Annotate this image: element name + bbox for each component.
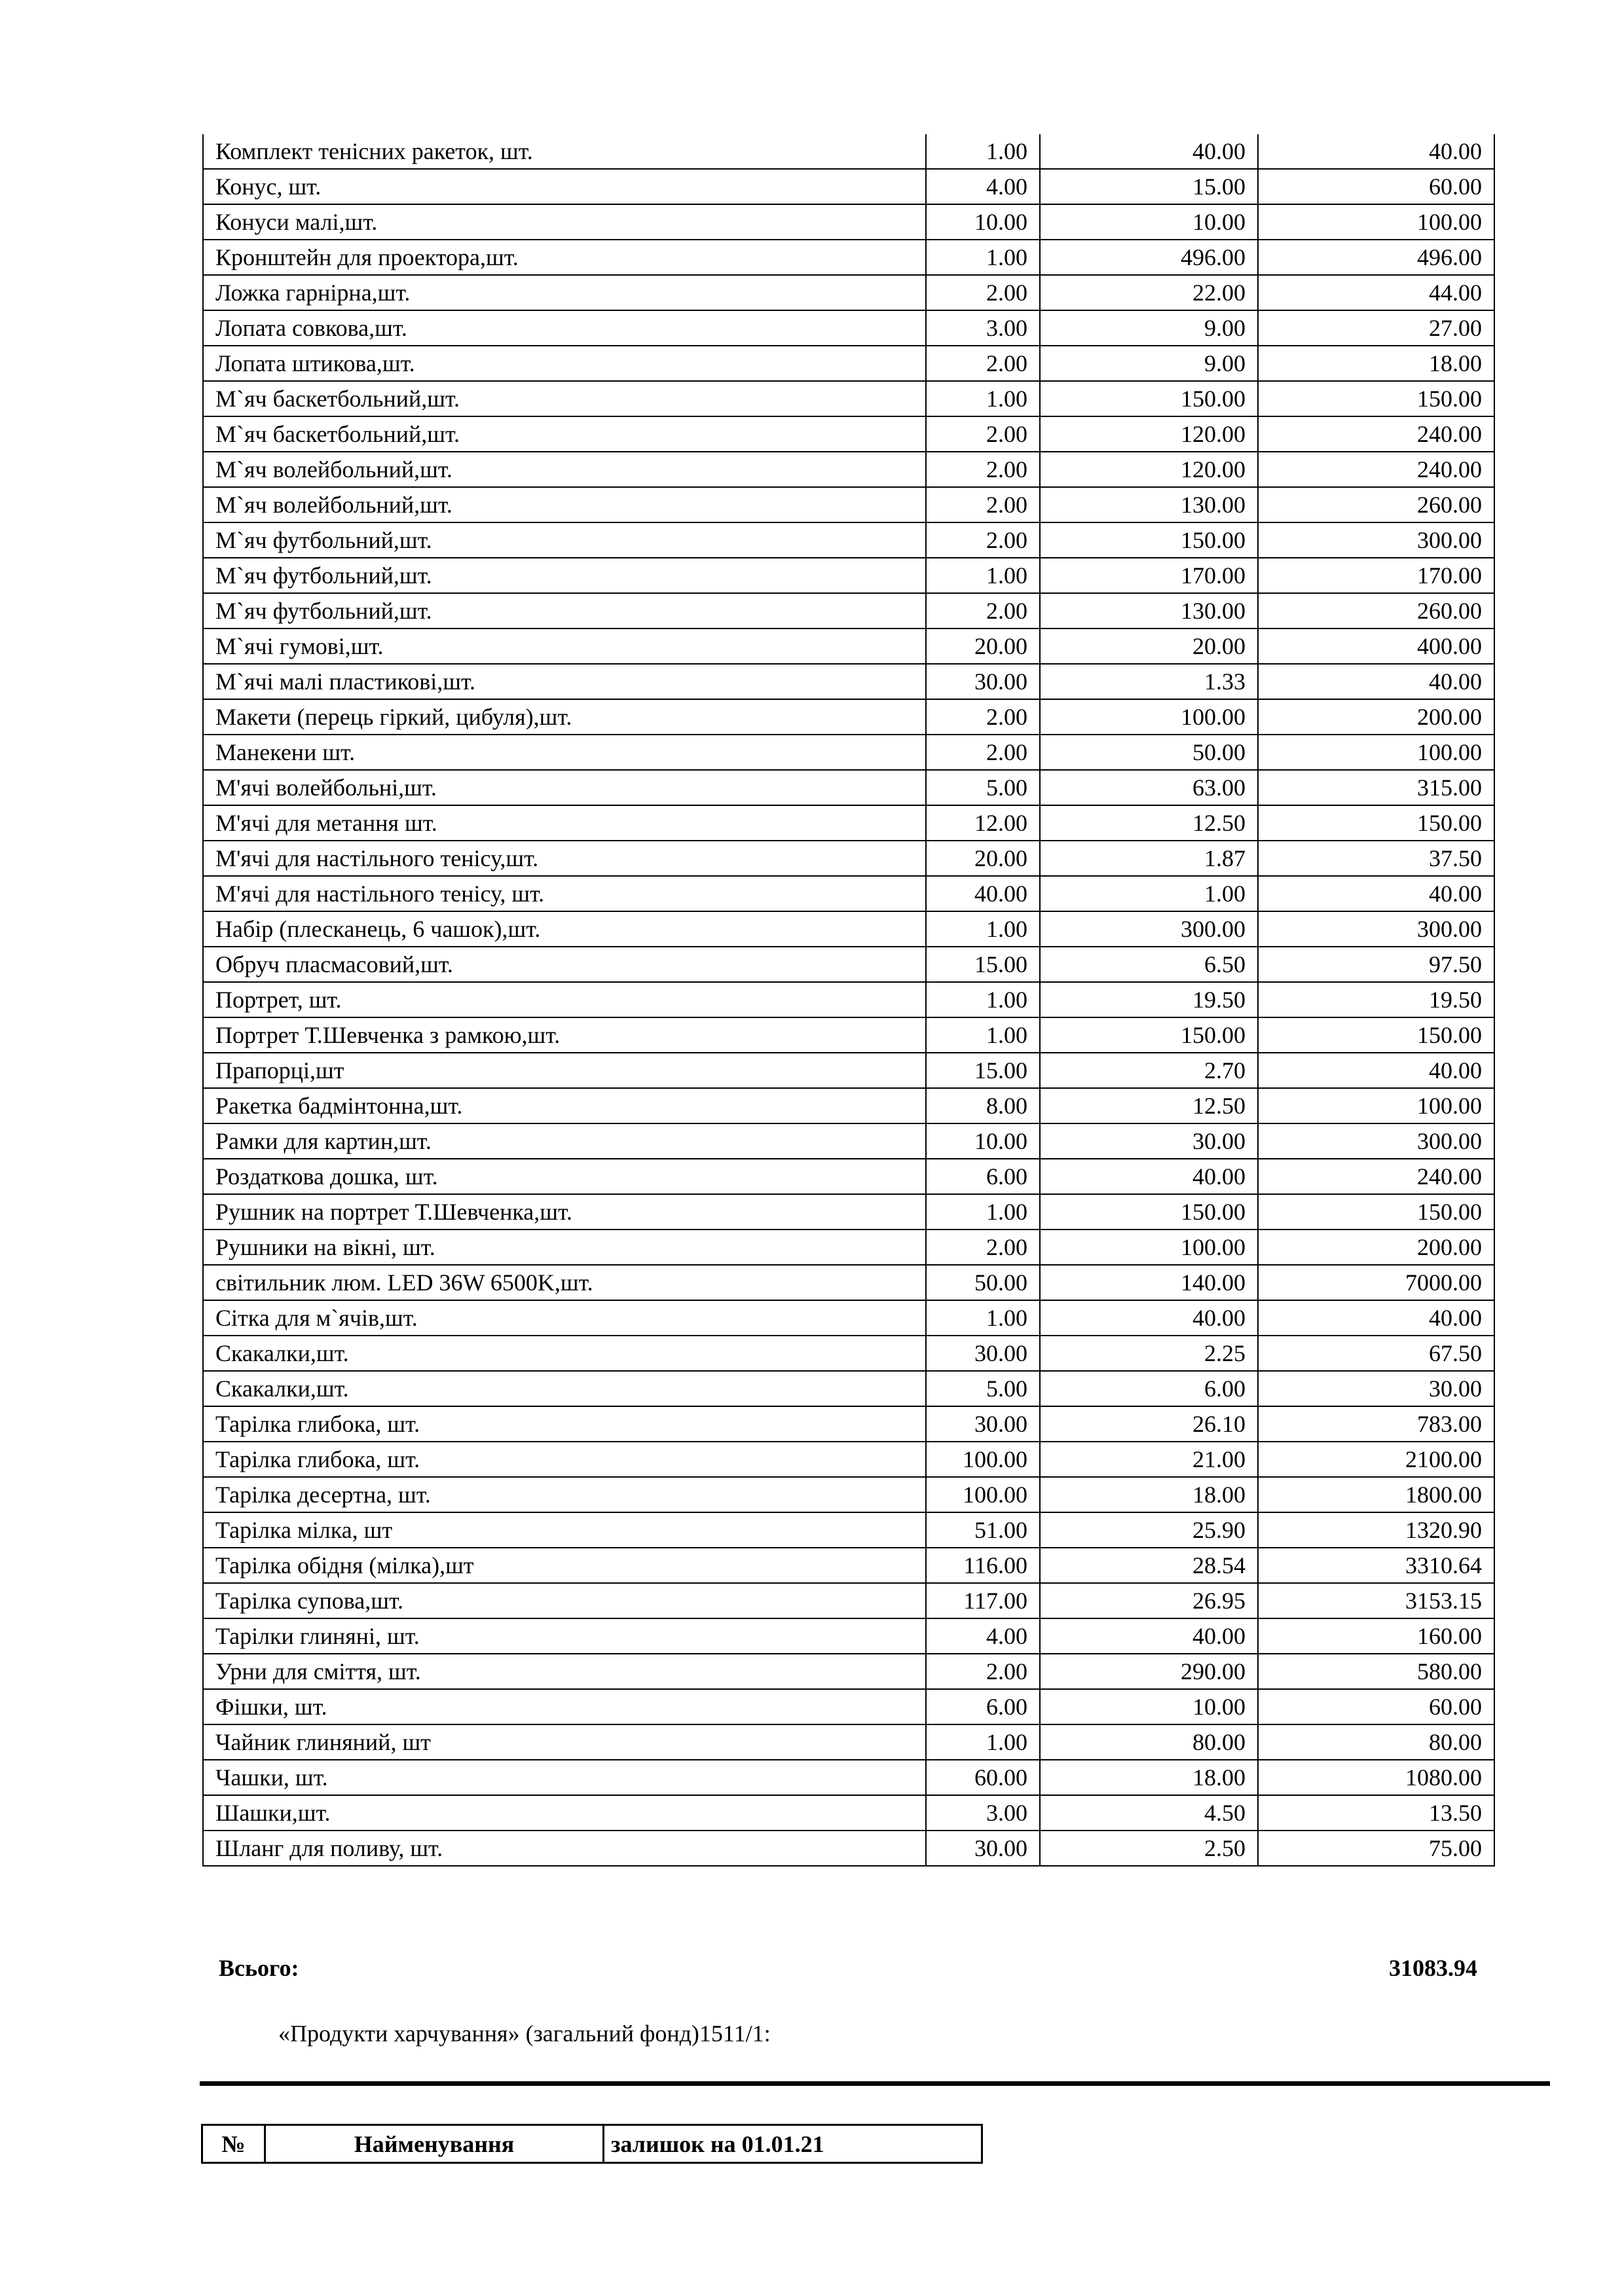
table-row [203,134,1494,169]
item-name: М`ячі гумові,шт. [203,629,926,664]
table-row [203,841,1494,876]
amount: 240.00 [1258,452,1494,487]
item-name: Шашки,шт. [203,1795,926,1831]
quantity: 1.00 [926,1300,1040,1336]
table-row [203,947,1494,982]
table-row [203,1336,1494,1371]
table-row [203,593,1494,629]
quantity: 20.00 [926,629,1040,664]
price: 496.00 [1040,240,1258,275]
item-name: Набір (плесканець, 6 чашок),шт. [203,911,926,947]
section-title: «Продукти харчування» (загальний фонд)1511/1: [278,2020,771,2047]
quantity: 2.00 [926,1230,1040,1265]
table-row [203,1123,1494,1159]
table-row [203,735,1494,770]
item-name: Ложка гарнірна,шт. [203,275,926,310]
price: 130.00 [1040,593,1258,629]
price: 10.00 [1040,204,1258,240]
price: 150.00 [1040,381,1258,416]
amount: 1080.00 [1258,1760,1494,1795]
amount: 60.00 [1258,169,1494,204]
item-name: Портрет Т.Шевченка з рамкою,шт. [203,1017,926,1053]
quantity: 1.00 [926,982,1040,1017]
item-name: світильник люм. LED 36W 6500K,шт. [203,1265,926,1300]
table-row [203,1442,1494,1477]
table-row [203,1831,1494,1866]
item-name: М`яч баскетбольний,шт. [203,416,926,452]
amount: 3310.64 [1258,1548,1494,1583]
price: 40.00 [1040,1618,1258,1654]
quantity: 30.00 [926,1406,1040,1442]
quantity: 8.00 [926,1088,1040,1123]
amount: 300.00 [1258,522,1494,558]
item-name: Манекени шт. [203,735,926,770]
item-name: Конус, шт. [203,169,926,204]
quantity: 2.00 [926,452,1040,487]
price: 25.90 [1040,1512,1258,1548]
item-name: М`яч футбольний,шт. [203,558,926,593]
table-row [203,1230,1494,1265]
quantity: 2.00 [926,487,1040,522]
amount: 783.00 [1258,1406,1494,1442]
item-name: Тарілка супова,шт. [203,1583,926,1618]
item-name: Урни для сміття, шт. [203,1654,926,1689]
table-row [203,770,1494,805]
table-row [203,664,1494,699]
amount: 150.00 [1258,805,1494,841]
amount: 300.00 [1258,911,1494,947]
table-row [203,1654,1494,1689]
price: 26.10 [1040,1406,1258,1442]
table-row [203,240,1494,275]
quantity: 6.00 [926,1689,1040,1724]
amount: 400.00 [1258,629,1494,664]
quantity: 30.00 [926,1336,1040,1371]
food-table-header [201,2124,983,2164]
total-label: Всього: [219,1955,299,1981]
price: 6.50 [1040,947,1258,982]
amount: 100.00 [1258,1088,1494,1123]
quantity: 3.00 [926,310,1040,346]
price: 50.00 [1040,735,1258,770]
quantity: 1.00 [926,911,1040,947]
amount: 40.00 [1258,876,1494,911]
table-row [203,1724,1494,1760]
amount: 200.00 [1258,1230,1494,1265]
price: 10.00 [1040,1689,1258,1724]
quantity: 117.00 [926,1583,1040,1618]
quantity: 2.00 [926,593,1040,629]
amount: 40.00 [1258,1300,1494,1336]
quantity: 5.00 [926,1371,1040,1406]
price: 15.00 [1040,169,1258,204]
item-name: Лопата совкова,шт. [203,310,926,346]
quantity: 2.00 [926,1654,1040,1689]
price: 18.00 [1040,1760,1258,1795]
quantity: 15.00 [926,1053,1040,1088]
table-row [203,1760,1494,1795]
quantity: 50.00 [926,1265,1040,1300]
quantity: 1.00 [926,1017,1040,1053]
item-name: Рамки для картин,шт. [203,1123,926,1159]
amount: 40.00 [1258,664,1494,699]
price: 30.00 [1040,1123,1258,1159]
amount: 170.00 [1258,558,1494,593]
item-name: Чайник глиняний, шт [203,1724,926,1760]
price: 2.50 [1040,1831,1258,1866]
table-row [203,522,1494,558]
price: 150.00 [1040,1017,1258,1053]
item-name: М`яч футбольний,шт. [203,593,926,629]
table-row [203,1618,1494,1654]
price: 28.54 [1040,1548,1258,1583]
price: 22.00 [1040,275,1258,310]
amount: 160.00 [1258,1618,1494,1654]
quantity: 2.00 [926,346,1040,381]
table-row [203,1371,1494,1406]
item-name: Комплект тенісних ракеток, шт. [203,134,926,169]
price: 4.50 [1040,1795,1258,1831]
amount: 30.00 [1258,1371,1494,1406]
table-row [203,1159,1494,1194]
quantity: 30.00 [926,1831,1040,1866]
quantity: 40.00 [926,876,1040,911]
table-row [203,1017,1494,1053]
quantity: 4.00 [926,169,1040,204]
table-row [203,1583,1494,1618]
price: 2.25 [1040,1336,1258,1371]
price: 120.00 [1040,452,1258,487]
inventory-table [202,134,1495,1867]
quantity: 1.00 [926,240,1040,275]
item-name: М'ячі для настільного тенісу,шт. [203,841,926,876]
table-row [203,1795,1494,1831]
quantity: 2.00 [926,275,1040,310]
price: 18.00 [1040,1477,1258,1512]
price: 21.00 [1040,1442,1258,1477]
price: 100.00 [1040,699,1258,735]
quantity: 12.00 [926,805,1040,841]
amount: 240.00 [1258,416,1494,452]
item-name: М'ячі для настільного тенісу, шт. [203,876,926,911]
quantity: 20.00 [926,841,1040,876]
amount: 3153.15 [1258,1583,1494,1618]
quantity: 1.00 [926,558,1040,593]
amount: 80.00 [1258,1724,1494,1760]
amount: 40.00 [1258,134,1494,169]
price: 63.00 [1040,770,1258,805]
table-row [203,699,1494,735]
quantity: 15.00 [926,947,1040,982]
quantity: 4.00 [926,1618,1040,1654]
quantity: 51.00 [926,1512,1040,1548]
item-name: Кронштейн для проектора,шт. [203,240,926,275]
price: 80.00 [1040,1724,1258,1760]
amount: 19.50 [1258,982,1494,1017]
quantity: 2.00 [926,416,1040,452]
item-name: М`яч баскетбольний,шт. [203,381,926,416]
table-row [203,1548,1494,1583]
price: 1.33 [1040,664,1258,699]
quantity: 1.00 [926,134,1040,169]
amount: 100.00 [1258,204,1494,240]
amount: 13.50 [1258,1795,1494,1831]
quantity: 1.00 [926,1194,1040,1230]
price: 120.00 [1040,416,1258,452]
price: 12.50 [1040,805,1258,841]
item-name: Тарілка мілка, шт [203,1512,926,1548]
table-row [203,805,1494,841]
item-name: Скакалки,шт. [203,1336,926,1371]
item-name: Фішки, шт. [203,1689,926,1724]
amount: 1320.90 [1258,1512,1494,1548]
item-name: Прапорці,шт [203,1053,926,1088]
amount: 496.00 [1258,240,1494,275]
table-row [203,381,1494,416]
divider [200,2081,1550,2086]
item-name: Тарілка глибока, шт. [203,1442,926,1477]
price: 150.00 [1040,1194,1258,1230]
quantity: 1.00 [926,381,1040,416]
amount: 260.00 [1258,487,1494,522]
amount: 67.50 [1258,1336,1494,1371]
table-row [203,911,1494,947]
table-row [203,1088,1494,1123]
price: 9.00 [1040,346,1258,381]
price: 12.50 [1040,1088,1258,1123]
price: 290.00 [1040,1654,1258,1689]
quantity: 100.00 [926,1477,1040,1512]
header-number: № [202,2125,265,2163]
header-balance: залишок на 01.01.21 [604,2125,982,2163]
quantity: 60.00 [926,1760,1040,1795]
price: 40.00 [1040,134,1258,169]
price: 150.00 [1040,522,1258,558]
item-name: М`ячі малі пластикові,шт. [203,664,926,699]
quantity: 100.00 [926,1442,1040,1477]
table-row [203,310,1494,346]
table-row [203,416,1494,452]
item-name: Портрет, шт. [203,982,926,1017]
item-name: Лопата штикова,шт. [203,346,926,381]
item-name: Тарілка глибока, шт. [203,1406,926,1442]
price: 40.00 [1040,1159,1258,1194]
amount: 240.00 [1258,1159,1494,1194]
amount: 97.50 [1258,947,1494,982]
amount: 150.00 [1258,1017,1494,1053]
quantity: 6.00 [926,1159,1040,1194]
item-name: М`яч волейбольний,шт. [203,452,926,487]
item-name: Рушники на вікні, шт. [203,1230,926,1265]
amount: 315.00 [1258,770,1494,805]
amount: 100.00 [1258,735,1494,770]
price: 1.00 [1040,876,1258,911]
table-row [203,275,1494,310]
table-row [203,1300,1494,1336]
price: 300.00 [1040,911,1258,947]
table-row [203,876,1494,911]
quantity: 2.00 [926,522,1040,558]
quantity: 3.00 [926,1795,1040,1831]
table-row [203,452,1494,487]
table-row [203,558,1494,593]
item-name: Ракетка бадмінтонна,шт. [203,1088,926,1123]
amount: 260.00 [1258,593,1494,629]
quantity: 30.00 [926,664,1040,699]
item-name: Макети (перець гіркий, цибуля),шт. [203,699,926,735]
amount: 7000.00 [1258,1265,1494,1300]
item-name: Тарілка обідня (мілка),шт [203,1548,926,1583]
table-row [203,1265,1494,1300]
price: 19.50 [1040,982,1258,1017]
item-name: Шланг для поливу, шт. [203,1831,926,1866]
price: 130.00 [1040,487,1258,522]
price: 100.00 [1040,1230,1258,1265]
amount: 75.00 [1258,1831,1494,1866]
amount: 150.00 [1258,381,1494,416]
amount: 580.00 [1258,1654,1494,1689]
quantity: 10.00 [926,1123,1040,1159]
price: 1.87 [1040,841,1258,876]
table-row [203,1406,1494,1442]
table-row [203,1512,1494,1548]
price: 26.95 [1040,1583,1258,1618]
header-name: Найменування [265,2125,604,2163]
item-name: М'ячі для метання шт. [203,805,926,841]
item-name: М`яч волейбольний,шт. [203,487,926,522]
table-row [203,1194,1494,1230]
table-row [203,982,1494,1017]
table-row [203,346,1494,381]
table-row [203,1477,1494,1512]
table-row [203,169,1494,204]
price: 9.00 [1040,310,1258,346]
price: 170.00 [1040,558,1258,593]
quantity: 2.00 [926,699,1040,735]
item-name: Конуси малі,шт. [203,204,926,240]
amount: 200.00 [1258,699,1494,735]
total-value: 31083.94 [1389,1955,1477,1981]
amount: 27.00 [1258,310,1494,346]
price: 6.00 [1040,1371,1258,1406]
item-name: Чашки, шт. [203,1760,926,1795]
table-row [203,629,1494,664]
item-name: Сітка для м`ячів,шт. [203,1300,926,1336]
item-name: М`яч футбольний,шт. [203,522,926,558]
item-name: Обруч пласмасовий,шт. [203,947,926,982]
quantity: 10.00 [926,204,1040,240]
amount: 300.00 [1258,1123,1494,1159]
item-name: Рушник на портрет Т.Шевченка,шт. [203,1194,926,1230]
table-row [203,1053,1494,1088]
table-row [203,487,1494,522]
table-row [203,204,1494,240]
amount: 150.00 [1258,1194,1494,1230]
item-name: Роздаткова дошка, шт. [203,1159,926,1194]
amount: 18.00 [1258,346,1494,381]
table-row [203,1689,1494,1724]
amount: 37.50 [1258,841,1494,876]
amount: 44.00 [1258,275,1494,310]
quantity: 2.00 [926,735,1040,770]
quantity: 116.00 [926,1548,1040,1583]
amount: 2100.00 [1258,1442,1494,1477]
quantity: 5.00 [926,770,1040,805]
amount: 40.00 [1258,1053,1494,1088]
item-name: Скакалки,шт. [203,1371,926,1406]
price: 140.00 [1040,1265,1258,1300]
price: 40.00 [1040,1300,1258,1336]
amount: 1800.00 [1258,1477,1494,1512]
amount: 60.00 [1258,1689,1494,1724]
price: 20.00 [1040,629,1258,664]
item-name: М'ячі волейбольні,шт. [203,770,926,805]
price: 2.70 [1040,1053,1258,1088]
item-name: Тарілка десертна, шт. [203,1477,926,1512]
item-name: Тарілки глиняні, шт. [203,1618,926,1654]
quantity: 1.00 [926,1724,1040,1760]
